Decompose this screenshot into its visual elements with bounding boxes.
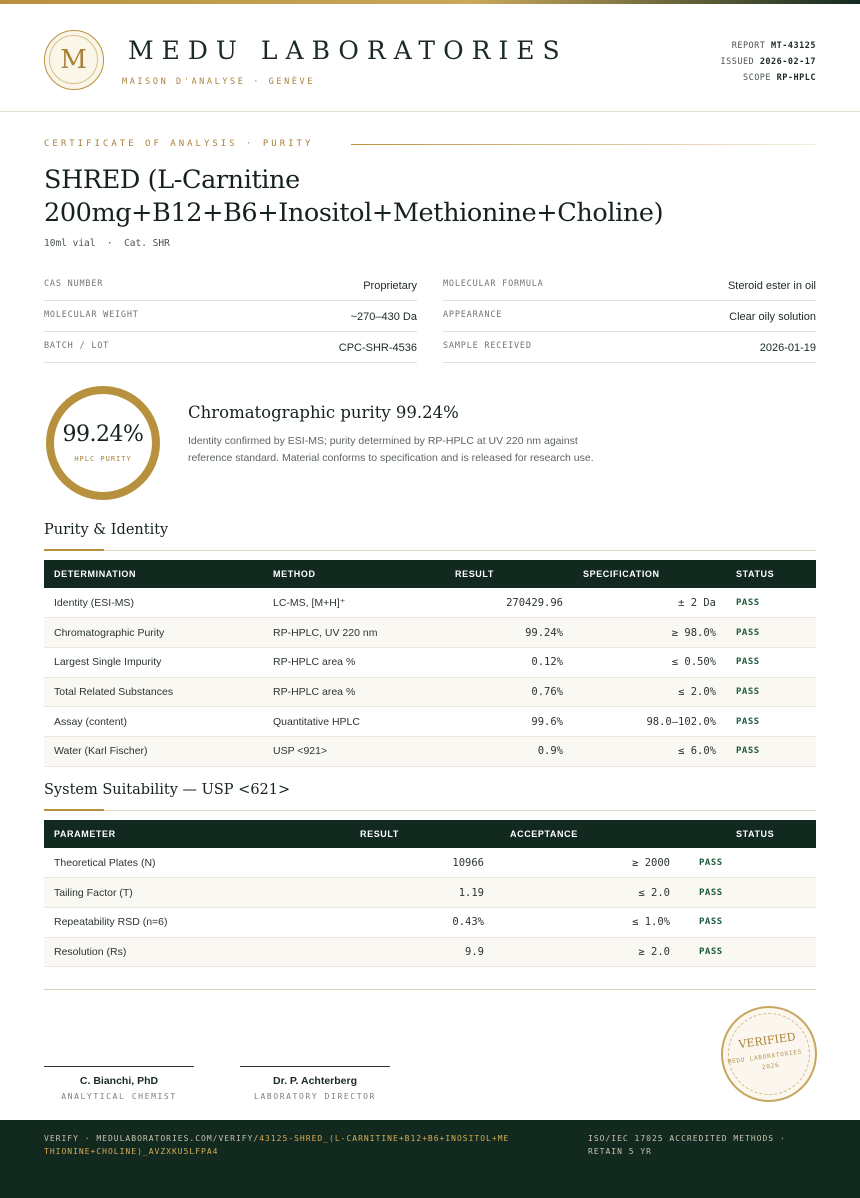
status-badge: PASS [726, 736, 816, 766]
section-divider [44, 810, 816, 811]
table-header-row [44, 820, 816, 848]
scope-value: RP-HPLC [776, 73, 816, 83]
property-label: BATCH / LOT [44, 341, 110, 351]
section-accent [44, 809, 104, 811]
verify-prefix: VERIFY · MEDULABORATORIES.COM/VERIFY/ [44, 1134, 260, 1143]
table-header-row [44, 560, 816, 588]
signatory-name: Dr. P. Achterberg [272, 1075, 358, 1087]
result-cell: 0.43% [294, 907, 494, 937]
section-accent [44, 549, 104, 551]
column-header: STATUS [726, 560, 816, 588]
table-row [44, 707, 816, 737]
property-value: Steroid ester in oil [727, 280, 816, 292]
determination-cell: Assay (content) [44, 707, 263, 737]
status-badge: PASS [680, 907, 816, 937]
status-badge: PASS [726, 618, 816, 648]
result-cell: 0.9% [423, 736, 573, 766]
status-badge: PASS [726, 707, 816, 737]
issued-label: ISSUED [720, 57, 755, 67]
signature-block [240, 1066, 390, 1101]
product-subtitle: 10ml vial · Cat. SHR [44, 238, 170, 249]
parameter-cell: Theoretical Plates (N) [44, 848, 294, 878]
seal-text: MEDU LABORATORIES · 2026 [727, 1047, 812, 1072]
purity-label: HPLC PURITY [74, 455, 132, 463]
brand-logo [44, 30, 104, 90]
property-label: SAMPLE RECEIVED [443, 341, 532, 351]
accreditation-note: ISO/IEC 17025 ACCREDITED METHODS · RETAIN 5 YR [588, 1134, 786, 1156]
suitability-table [44, 820, 816, 967]
property-row [443, 332, 816, 363]
result-cell: 0.76% [423, 677, 573, 707]
column-header: SPECIFICATION [573, 560, 726, 588]
section-divider [44, 550, 816, 551]
property-label: MOLECULAR FORMULA [443, 279, 544, 289]
suitability-section-heading: System Suitability — USP <621> [44, 782, 291, 798]
column-header: STATUS [680, 820, 816, 848]
method-cell: Quantitative HPLC [263, 707, 423, 737]
determination-cell: Largest Single Impurity [44, 647, 263, 677]
scope-label: SCOPE [742, 73, 772, 83]
determination-cell: Chromatographic Purity [44, 618, 263, 648]
result-cell: 99.6% [423, 707, 573, 737]
column-header: RESULT [423, 560, 573, 588]
acceptance-cell: ≤ 2.0 [494, 878, 680, 908]
acceptance-cell: ≥ 2.0 [494, 937, 680, 967]
acceptance-cell: ≤ 1.0% [494, 907, 680, 937]
property-label: MOLECULAR WEIGHT [44, 310, 139, 320]
column-header: PARAMETER [44, 820, 294, 848]
column-header: ACCEPTANCE [494, 820, 680, 848]
status-badge: PASS [726, 647, 816, 677]
property-row [443, 270, 816, 301]
determination-cell: Total Related Substances [44, 677, 263, 707]
parameter-cell: Repeatability RSD (n=6) [44, 907, 294, 937]
status-badge: PASS [680, 878, 816, 908]
result-cell: 270429.96 [423, 588, 573, 618]
result-cell: 0.12% [423, 647, 573, 677]
table-row [44, 588, 816, 618]
result-cell: 10966 [294, 848, 494, 878]
property-row [44, 301, 417, 332]
method-cell: LC-MS, [M+H]⁺ [263, 588, 423, 618]
column-header: DETERMINATION [44, 560, 263, 588]
signature-block [44, 1066, 194, 1101]
seal-title: VERIFIED [737, 1030, 797, 1052]
property-value: 2026-01-19 [759, 342, 816, 354]
result-cell: 9.9 [294, 937, 494, 967]
result-cell: 99.24% [423, 618, 573, 648]
result-cell: 1.19 [294, 878, 494, 908]
brand-tagline: MAISON D'ANALYSE · GENÈVE [122, 77, 315, 87]
report-header [0, 4, 860, 112]
table-row [44, 647, 816, 677]
specification-cell: ≤ 2.0% [573, 677, 726, 707]
table-row [44, 907, 816, 937]
signatory-name: C. Bianchi, PhD [79, 1075, 159, 1087]
determination-cell: Identity (ESI-MS) [44, 588, 263, 618]
specification-cell: 98.0–102.0% [573, 707, 726, 737]
signatory-role: LABORATORY DIRECTOR [254, 1092, 376, 1101]
purity-section-heading: Purity & Identity [44, 522, 169, 538]
table-row [44, 736, 816, 766]
column-header: METHOD [263, 560, 423, 588]
verified-seal [715, 1000, 823, 1108]
logo-monogram: M [49, 35, 98, 84]
table-row [44, 848, 816, 878]
purity-table [44, 560, 816, 767]
status-badge: PASS [680, 937, 816, 967]
method-cell: RP-HPLC, UV 220 nm [263, 618, 423, 648]
issued-date: 2026-02-17 [759, 57, 816, 67]
status-badge: PASS [726, 677, 816, 707]
specification-cell: ≤ 6.0% [573, 736, 726, 766]
property-label: CAS NUMBER [44, 279, 104, 289]
signatory-role: ANALYTICAL CHEMIST [61, 1092, 177, 1101]
table-row [44, 937, 816, 967]
specification-cell: ≤ 0.50% [573, 647, 726, 677]
report-meta [720, 38, 816, 86]
method-cell: USP <921> [263, 736, 423, 766]
report-number-label: REPORT [731, 41, 766, 51]
summary-heading: Chromatographic purity 99.24% [188, 403, 459, 422]
specification-cell: ≥ 98.0% [573, 618, 726, 648]
verify-link[interactable] [44, 1133, 514, 1158]
status-badge: PASS [726, 588, 816, 618]
property-value: ~270–430 Da [350, 311, 417, 323]
purity-value: 99.24% [62, 422, 144, 447]
status-badge: PASS [680, 848, 816, 878]
parameter-cell: Tailing Factor (T) [44, 878, 294, 908]
acceptance-cell: ≥ 2000 [494, 848, 680, 878]
table-row [44, 677, 816, 707]
property-row [44, 270, 417, 301]
property-row [443, 301, 816, 332]
property-value: Clear oily solution [729, 311, 816, 323]
property-value: Proprietary [363, 280, 417, 292]
eyebrow-divider [351, 144, 816, 145]
summary-text: Identity confirmed by ESI-MS; purity determined by RP-HPLC at UV 220 nm against reference standard. Material conforms to specification and is released for research use. [188, 435, 594, 464]
brand-name: MEDU LABORATORIES [128, 36, 568, 65]
determination-cell: Water (Karl Fischer) [44, 736, 263, 766]
signature-divider [44, 989, 816, 990]
purity-ring [46, 386, 160, 500]
specification-cell: ± 2 Da [573, 588, 726, 618]
property-row [44, 332, 417, 363]
verify-code: 43125-SHRED_(L-CARNITINE+B12+B6+INOSITOL+METHIONINE+CHOLINE)_AVZXKU5LFPA4 [44, 1134, 510, 1156]
product-title: SHRED (L-Carnitine 200mg+B12+B6+Inositol+Methionine+Choline) [44, 165, 664, 228]
table-row [44, 878, 816, 908]
parameter-cell: Resolution (Rs) [44, 937, 294, 967]
method-cell: RP-HPLC area % [263, 677, 423, 707]
column-header: RESULT [294, 820, 494, 848]
property-value: CPC-SHR-4536 [338, 342, 417, 354]
report-number: MT-43125 [771, 41, 816, 51]
verification-footer [0, 1120, 860, 1198]
document-type: CERTIFICATE OF ANALYSIS · PURITY [44, 139, 314, 149]
property-label: APPEARANCE [443, 310, 503, 320]
method-cell: RP-HPLC area % [263, 647, 423, 677]
table-row [44, 618, 816, 648]
